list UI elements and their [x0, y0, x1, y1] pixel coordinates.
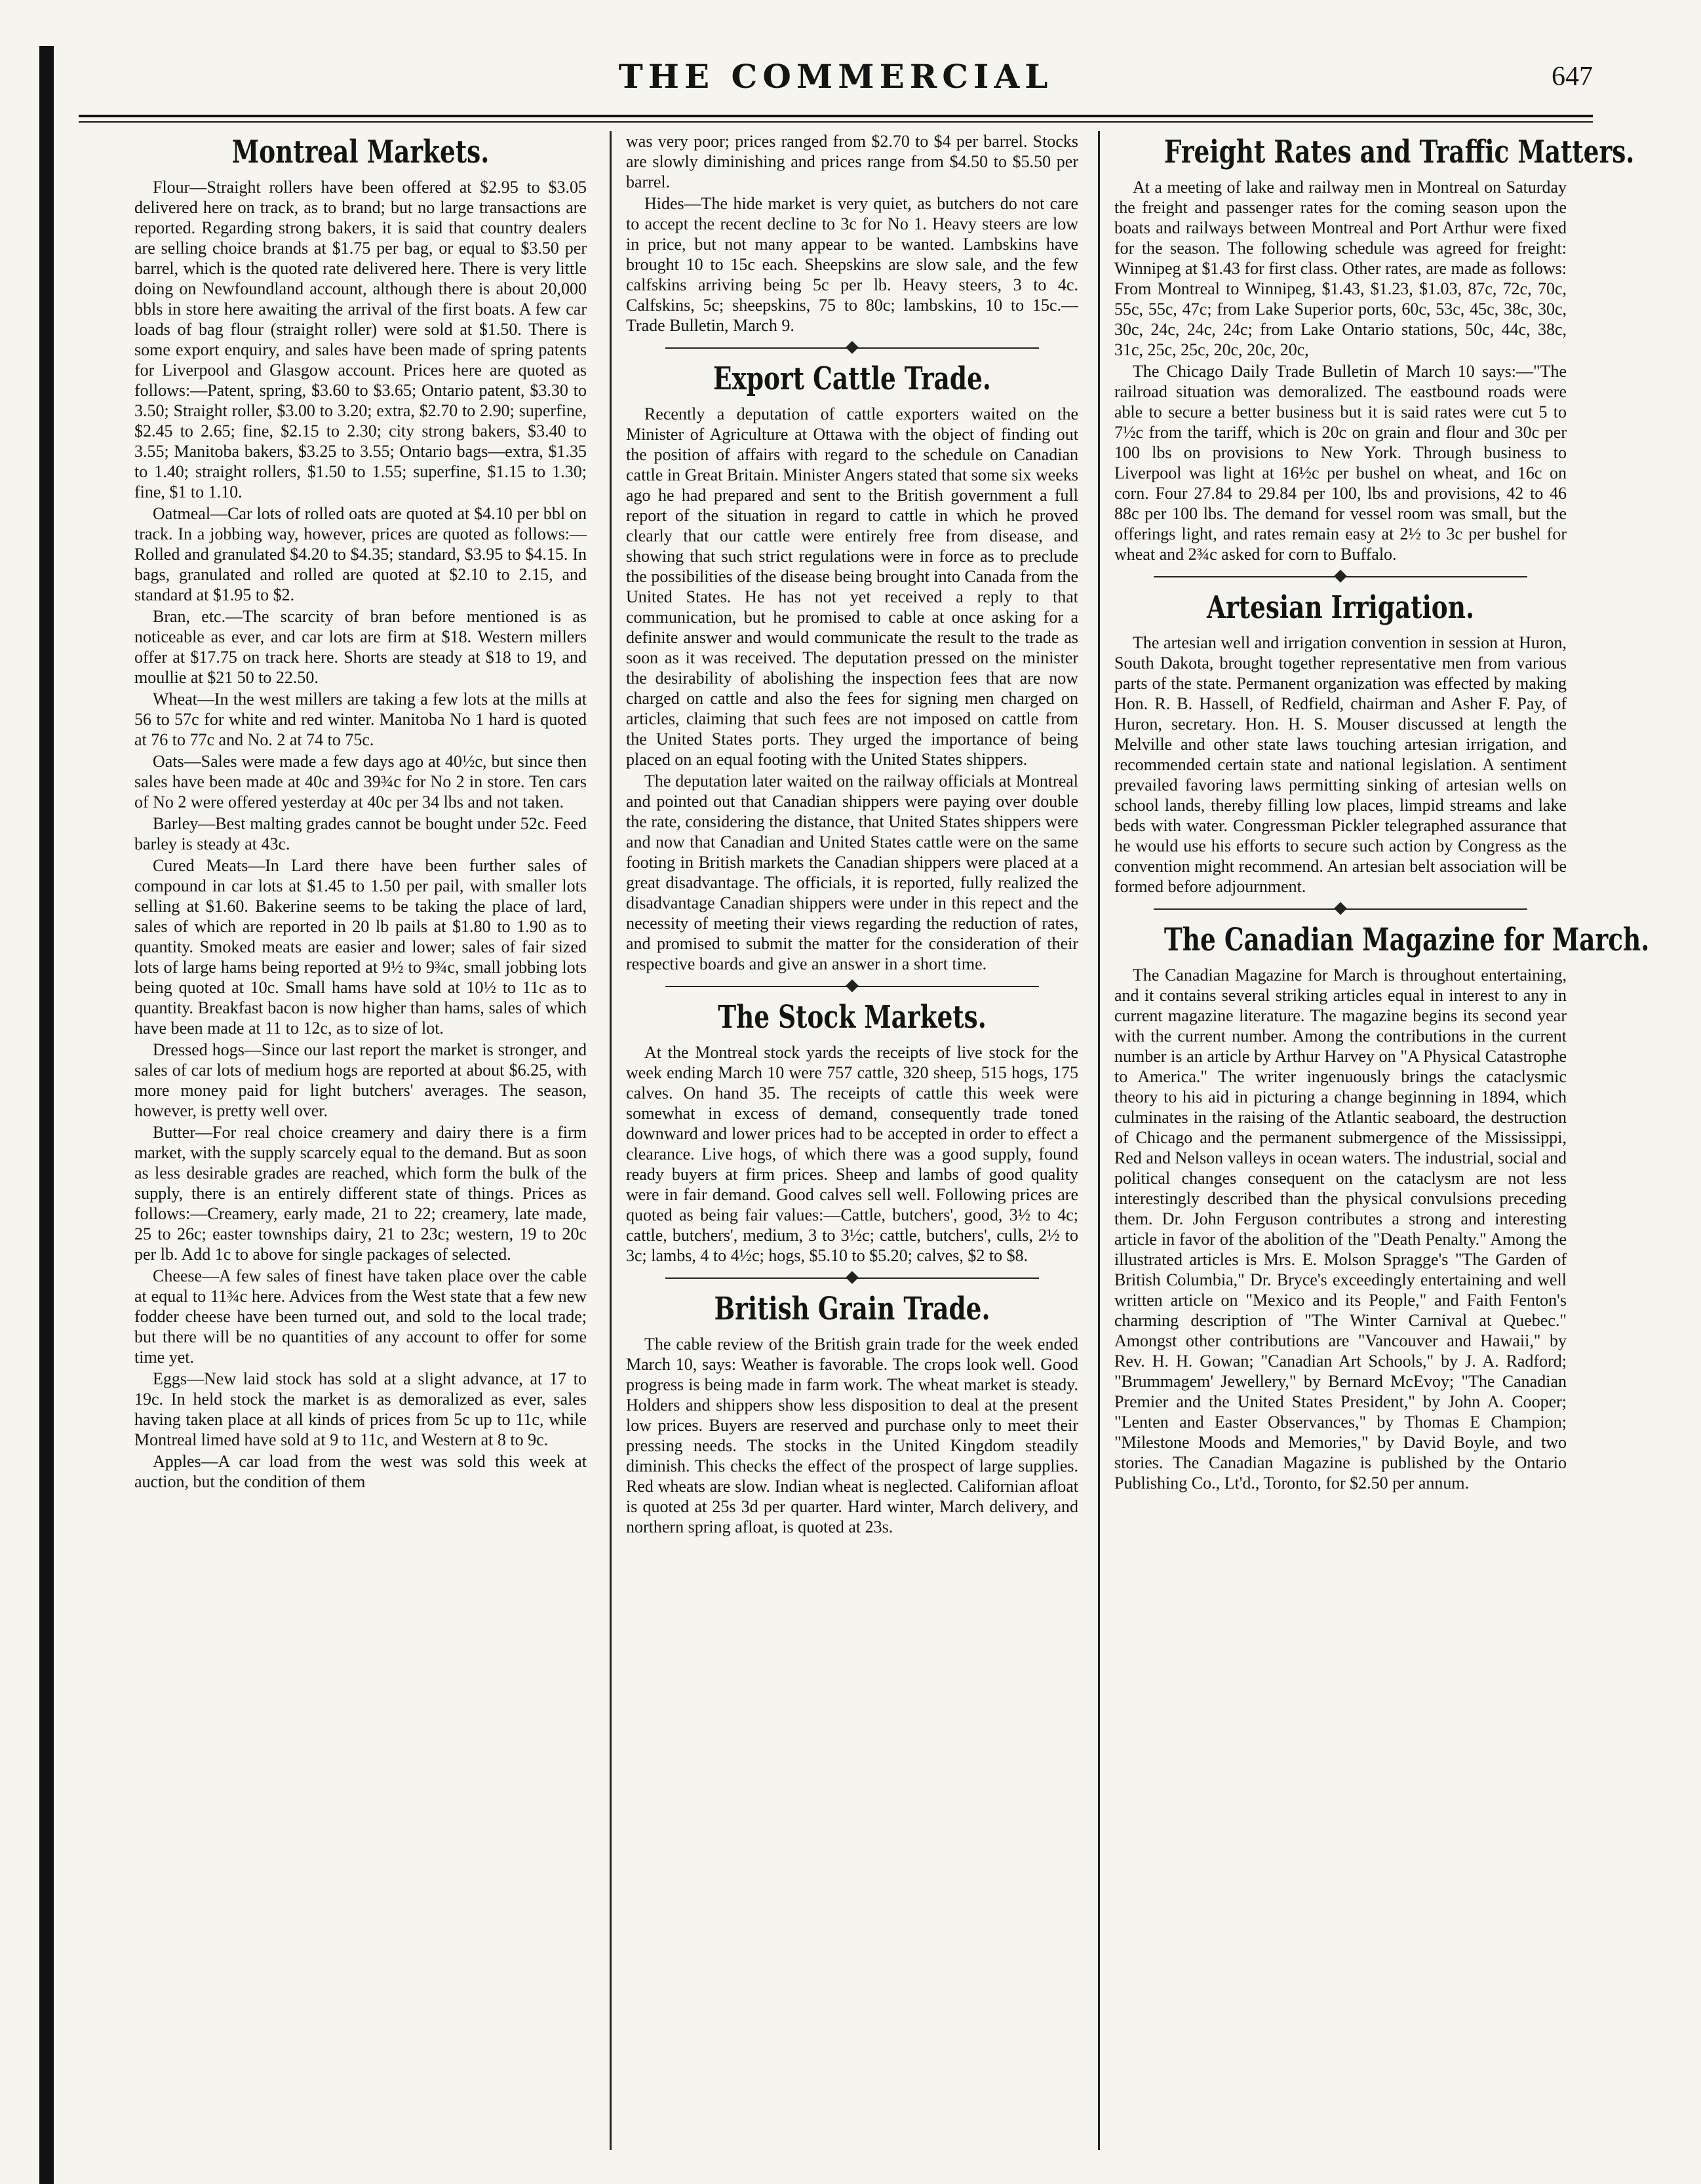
- separator-diamond-icon: [1334, 902, 1347, 915]
- article-the-stock-markets: [626, 999, 1078, 1266]
- article-artesian-irrigation: [1114, 589, 1567, 897]
- header-rule-thin: [79, 121, 1593, 123]
- article-title: Freight Rates and Traffic Matters.: [1163, 134, 1635, 170]
- article-paragraph: The artesian well and irrigation convention in session at Huron, South Dakota, brought together representative men from various parts of the state. Permanent organization was effected by making Hon. R. B. Hassell, of Redfield, chairman and Asher F. Pay, of Huron, secretary. Hon. H. S. Mouser discussed at length the Melville and other state laws touching artesian irrigation, and recommended certain state and national legislation. A sentiment prevailed favoring laws permitting sinking of artesian wells on school lands, thereby filling low places, limpid streams and lake beds with water. Congressman Pickler telegraphed assurance that he would use his efforts to secure such action by Congress as the convention might recommend. An artesian belt association will be formed before adjournment.: [1114, 633, 1567, 896]
- separator-diamond-icon: [1334, 570, 1347, 583]
- column-1: [134, 131, 587, 2150]
- article-separator: [1154, 570, 1527, 584]
- article-paragraph: Oatmeal—Car lots of rolled oats are quoted at $4.10 per bbl on track. In a jobbing way, however, prices are quoted as follows:—Rolled and granulated $4.20 to $4.35; standard, $3.95 to $4.15. In bags, granulated and rolled are quoted at $2.10 to 2.15, and standard at $1.95 to $2.: [134, 504, 587, 604]
- article-paragraph: Cured Meats—In Lard there have been further sales of compound in car lots at $1.45 to 1.50 per pail, with smaller lots selling at $1.60. Bakerine seems to be taking the place of lard, sales of which are reported in 20 lb pails at $1.80 to 1.90 as to quantity. Smoked meats are easier and lower; sales of fair sized lots of large hams being reported at 9½ to 9¾c, small jobbing lots being quoted at 10c. Small hams have sold at 10½ to 11c as to quantity. Breakfast bacon is now higher than hams, sales of which have been made at 11 to 12c, as to size of lot.: [134, 856, 587, 1038]
- separator-diamond-icon: [846, 1271, 859, 1284]
- article-paragraph: The Canadian Magazine for March is throughout entertaining, and it contains several striking articles equal in interest to any in current magazine literature. The magazine begins its second year with the current number. Among the contributions in the current number is an article by Arthur Harvey on "A Physical Catastrophe to America." The writer ingenuously brings the cataclysmic theory to his aid in picturing a change beginning in 1894, which culminates in the raising of the Atlantic seaboard, the destruction of Chicago and the permanent submergence of the Mississippi, Red and Nelson valleys in ocean waters. The industrial, social and political changes consequent on the cataclysm are not less interestingly described than the physical convulsions preceding them. Dr. John Ferguson contributes a strong and interesting article in favor of the abolition of the "Death Penalty." Among the illustrated articles is Mrs. E. Molson Spragge's "The Garden of British Columbia," Dr. Bryce's exceedingly entertaining and well written article on "Mexico and its People," and Faith Fenton's charming description of "The Winter Carnival at Quebec." Amongst other contributions are "Vancouver and Hawaii," by Rev. H. H. Gowan; "Canadian Art Schools," by J. A. Radford; "Brummagem' Jewellery," by Bernard McEvoy; "The Canadian Premier and the United States President," by John A. Cooper; "Lenten and Easter Observances," by Thomas E Champion; "Milestone Moods and Memories," by David Boyle, and two stories. The Canadian Magazine is published by the Ontario Publishing Co., Lt'd., Toronto, for $2.50 per annum.: [1114, 965, 1567, 1492]
- article-paragraph: Recently a deputation of cattle exporters waited on the Minister of Agriculture at Ottawa with the object of finding out the position of affairs with regard to the schedule on Canadian cattle in Great Britain. Minister Angers stated that some six weeks ago he had prepared and sent to the British government a full report of the situation in regard to cattle in which he proved clearly that our cattle were entirely free from disease, and showing that such strict regulations were in force as to preclude the possibilities of the disease being brought into Canada from the United States. He has not yet received a reply to that communication, but he promised to cable at once asking for a definite answer and would communicate the result to the trade as soon as it was received. The deputation pressed on the minister the desirability of abolishing the inspection fees that are now charged on cattle and also the fees for signing men charged on articles, claiming that such fees are not imposed on cattle from the United States ports. They urged the importance of being placed on an equal footing with the United States shippers.: [626, 404, 1078, 769]
- article-paragraph: At the Montreal stock yards the receipts of live stock for the week ending March 10 were 757 cattle, 320 sheep, 515 hogs, 175 calves. On hand 35. The receipts of cattle this week were somewhat in excess of demand, consequently trade toned downward and lower prices had to be accepted in order to effect a clearance. Live hogs, of which there was a good supply, found ready buyers at firm prices. Sheep and lambs of good quality were in fair demand. Good calves sell well. Following prices are quoted as being fair values:—Cattle, butchers', good, 3½ to 4c; cattle, butchers', medium, 3 to 3½c; cattle, butchers', culls, 2½ to 3c; lambs, 4 to 4½c; hogs, $5.10 to $5.20; calves, $2 to $8.: [626, 1043, 1078, 1265]
- article-paragraph: Eggs—New laid stock has sold at a slight advance, at 17 to 19c. In held stock the market is as demoralized as ever, sales having taken place at all kinds of prices from 5c up to 11c, while Montreal limed have sold at 9 to 11c, and Western at 8 to 9c.: [134, 1369, 587, 1449]
- article-paragraph: The cable review of the British grain trade for the week ended March 10, says: Weather is favorable. The crops look well. Good progress is being made in farm work. The wheat market is steady. Holders and shippers show less disposition to deal at the present low prices. Buyers are reserved and purchase only to meet their pressing needs. The stocks in the United Kingdom steadily diminish. This checks the effect of the prospect of large supplies. Red wheats are slow. Indian wheat is neglected. Californian afloat is quoted at 25s 3d per quarter. Hard winter, March delivery, and northern spring afloat, is quoted at 23s.: [626, 1335, 1078, 1536]
- article-paragraph: was very poor; prices ranged from $2.70 to $4 per barrel. Stocks are slowly diminishing and prices range from $4.50 to $5.50 per barrel.: [626, 132, 1078, 191]
- article-separator: [1154, 902, 1527, 916]
- article-paragraph: Butter—For real choice creamery and dairy there is a firm market, with the supply scarcely equal to the demand. But as soon as less desirable grades are reached, which form the bulk of the supply, there is an entirely different state of things. Prices as follows:—Creamery, early made, 21 to 22; creamery, late made, 25 to 26c; easter townships dairy, 21 to 23c; western, 19 to 20c per lb. Add 1c to above for single packages of selected.: [134, 1123, 587, 1264]
- article-paragraph: Dressed hogs—Since our last report the market is stronger, and sales of car lots of medium hogs are reported at about $6.25, with more money paid for light butchers' averages. The season, however, is pretty well over.: [134, 1040, 587, 1120]
- column-rule: [610, 131, 612, 2150]
- article-paragraph: Oats—Sales were made a few days ago at 40½c, but since then sales have been made at 40c and 39¾c for No 2 in store. Ten cars of No 2 were offered yesterday at 40c per 34 lbs and not taken.: [134, 752, 587, 811]
- article-title: The Canadian Magazine for March.: [1163, 922, 1650, 958]
- article-paragraph: The deputation later waited on the railway officials at Montreal and pointed out that Canadian shippers were paying over double the rate, considering the distance, that United States shippers were and now that Canadian and United States cattle were on the same footing in British markets the Canadian shippers were placed at a great disadvantage. The officials, it is reported, fully realized the disadvantage Canadian shippers were under in this repect and the necessity of meeting their views regarding the reduction of rates, and promised to submit the matter for the consideration of their respective boards and give an answer in a short time.: [626, 771, 1078, 973]
- article-title: Export Cattle Trade.: [713, 361, 991, 397]
- article-paragraph: Bran, etc.—The scarcity of bran before mentioned is as noticeable as ever, and car lots are firm at $18. Western millers offer at $17.75 on track here. Shorts are steady at $18 to 19, and moullie at $21 50 to 22.50.: [134, 607, 587, 687]
- article-paragraph: Hides—The hide market is very quiet, as butchers do not care to accept the recent decline to 3c for No 1. Heavy steers are low in price, but not many appear to be wanted. Lambskins have brought 10 to 15c each. Sheepskins are slow sale, and the few calfskins arriving being 5c per lb. Heavy steers, 3 to 4c. Calfskins, 5c; sheepskins, 75 to 80c; lambskins, 10 to 15c.—Trade Bulletin, March 9.: [626, 194, 1078, 335]
- article-freight-rates-and-traffic-matters: [1114, 134, 1635, 564]
- article-british-grain-trade: [626, 1291, 1078, 1537]
- header-rule: [79, 115, 1593, 117]
- masthead: THE COMMERCIAL: [618, 57, 1053, 96]
- article-export-cattle-trade: [626, 361, 1078, 974]
- article-title: British Grain Trade.: [714, 1291, 990, 1327]
- column-2: [626, 131, 1078, 2150]
- article-title: The Stock Markets.: [718, 999, 987, 1036]
- page-edge-scan-shadow: [39, 46, 54, 2184]
- article-paragraph: Wheat—In the west millers are taking a few lots at the mills at 56 to 57c for white and red winter. Manitoba No 1 hard is quoted at 76 to 77c and No. 2 at 74 to 75c.: [134, 690, 587, 749]
- separator-diamond-icon: [846, 979, 859, 992]
- article-paragraph: Barley—Best malting grades cannot be bought under 52c. Feed barley is steady at 43c.: [134, 814, 587, 853]
- article-montreal-markets: [134, 134, 587, 1492]
- article-title: Artesian Irrigation.: [1206, 589, 1475, 626]
- article-paragraph: Apples—A car load from the west was sold this week at auction, but the condition of them: [134, 1452, 587, 1491]
- article-title: Montreal Markets.: [231, 134, 490, 170]
- article-paragraph: At a meeting of lake and railway men in Montreal on Saturday the freight and passenger rates for the coming season upon the boats and railways between Montreal and Port Arthur were fixed for the season. The following schedule was agreed for freight: Winnipeg at $1.43 for first class. Other rates, are made as follows: From Montreal to Winnipeg, $1.43, $1.23, $1.03, 87c, 72c, 70c, 55c, 55c, 47c; from Lake Superior ports, 60c, 53c, 45c, 38c, 30c, 30c, 24c, 24c, 24c; from Lake Ontario stations, 50c, 44c, 38c, 31c, 25c, 25c, 20c, 20c, 20c,: [1114, 178, 1567, 359]
- separator-diamond-icon: [846, 341, 859, 354]
- page-header: [79, 54, 1593, 106]
- article-paragraph: The Chicago Daily Trade Bulletin of March 10 says:—"The railroad situation was demoralized. The eastbound roads were able to secure a better business but it is said rates were cut 5 to 7½c from the tariff, which is 20c on grain and flour and 30c per 100 lbs on provisions to New York. Through business to Liverpool was light at 16½c per bushel on wheat, and 16c on corn. Four 27.84 to 29.84 per 100, lbs and provisions, 42 to 46 88c per 100 lbs. The demand for vessel room was small, but the offerings light, and rates remain easy at 2½ to 3c per bushel for wheat and 2¾c asked for corn to Buffalo.: [1114, 362, 1567, 564]
- article-continued: [626, 131, 1078, 336]
- column-3: [1114, 131, 1650, 2150]
- column-rule: [1098, 131, 1100, 2150]
- article-separator: [665, 1271, 1039, 1285]
- article-separator: [665, 979, 1039, 994]
- article-the-canadian-magazine-for-march: [1114, 922, 1650, 1493]
- article-paragraph: Flour—Straight rollers have been offered at $2.95 to $3.05 delivered here on track, as to brand; but no large transactions are reported. Regarding strong bakers, it is said that country dealers are selling choice brands at $1.75 per bag, or equal to $3.50 per barrel, which is the quoted rate delivered here. There is very little doing on Newfoundland account, although there is about 20,000 bbls in store here awaiting the arrival of the first boats. A few car loads of bag flour (straight roller) were sold at $1.50. There is some export enquiry, and sales have been made of spring patents for Liverpool and Glasgow account. Prices here are quoted as follows:—Patent, spring, $3.60 to $3.65; Ontario patent, $3.30 to 3.50; Straight roller, $3.00 to 3.20; extra, $2.70 to 2.90; superfine, $2.45 to 2.65; fine, $2.15 to 2.30; city strong bakers, $3.40 to 3.55; Manitoba bakers, $3.25 to 3.55; Ontario bags—extra, $1.35 to 1.40; straight rollers, $1.50 to 1.55; superfine, $1.15 to 1.30; fine, $1 to 1.10.: [134, 178, 587, 501]
- article-separator: [665, 341, 1039, 355]
- article-paragraph: Cheese—A few sales of finest have taken place over the cable at equal to 11¾c here. Advices from the West state that a few new fodder cheese have been turned out, and sold to the local trade; but there will be no quantities of any account to offer for some time yet.: [134, 1266, 587, 1367]
- page-number: 647: [1552, 62, 1593, 92]
